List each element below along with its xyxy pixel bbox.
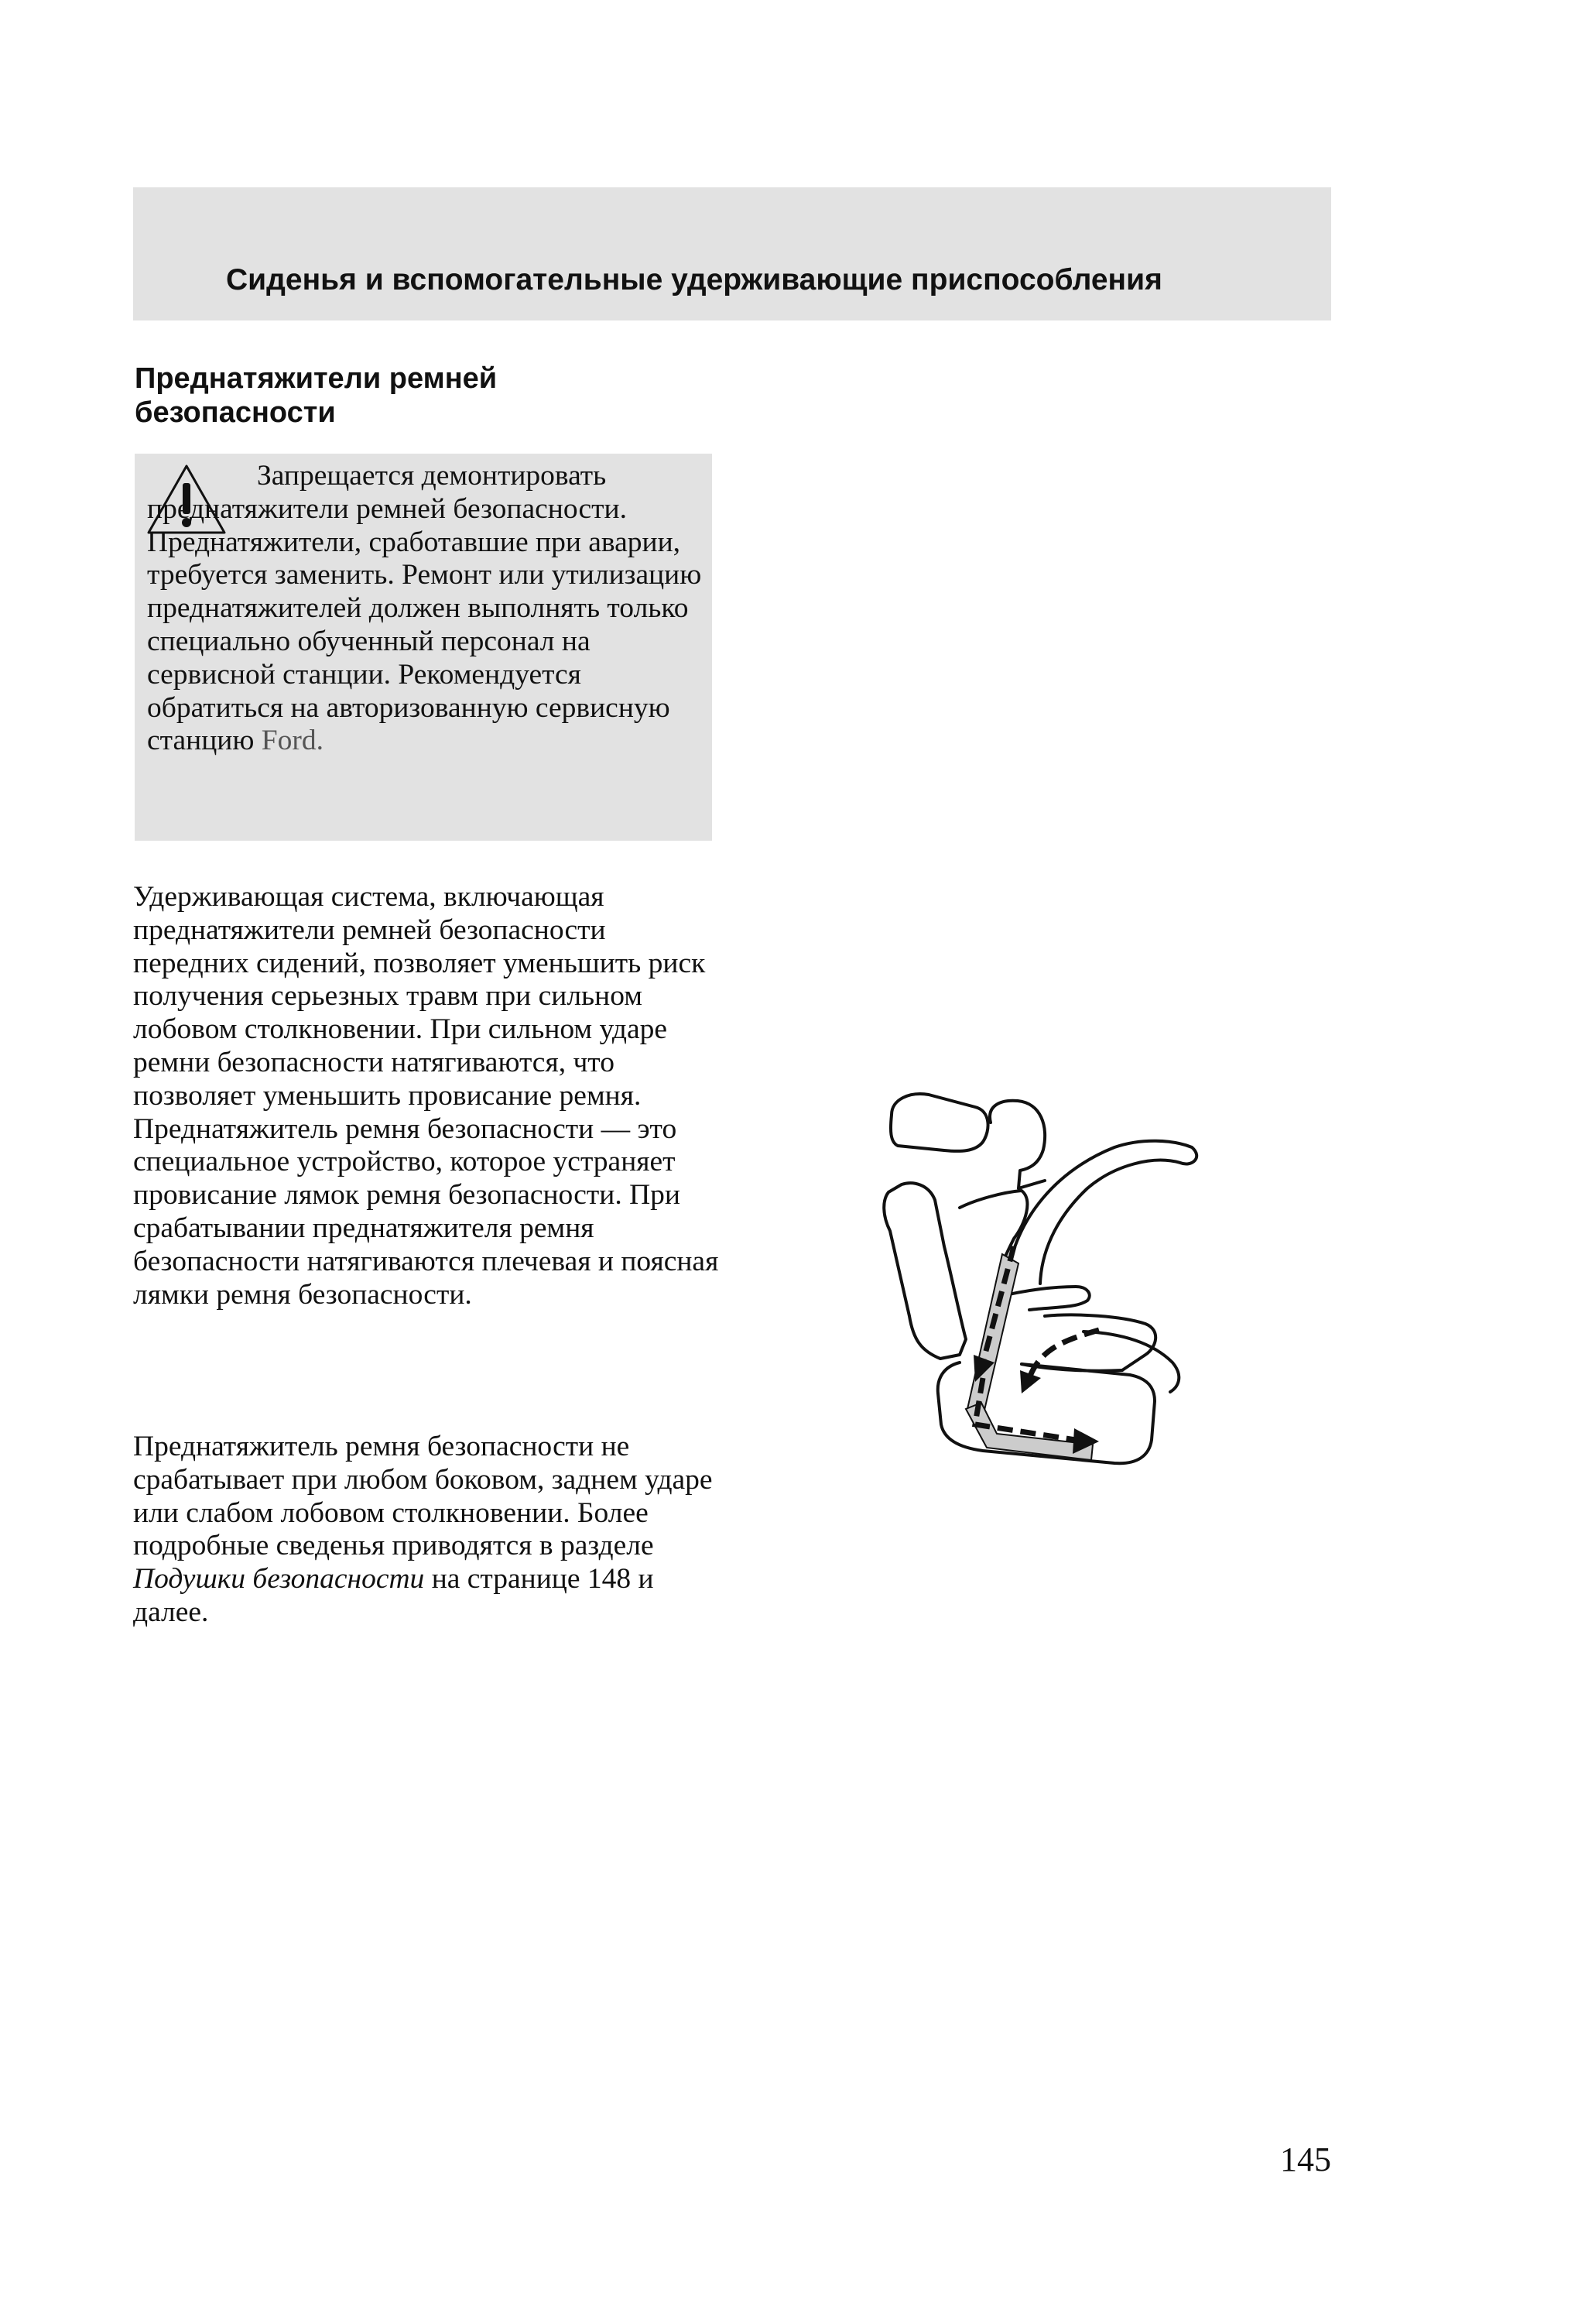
warning-brand: Ford. xyxy=(261,725,324,757)
seat-back-shape xyxy=(884,1183,966,1359)
headrest-shape xyxy=(891,1094,988,1151)
page-number: 145 xyxy=(1280,2141,1331,2178)
section-heading: Преднатяжители ремней безопасности xyxy=(135,362,498,429)
paragraph-2-end: на странице 148 и далее. xyxy=(133,1563,654,1628)
body-paragraph-2 xyxy=(133,1431,729,1630)
airbags-reference: Подушки безопасности xyxy=(133,1563,425,1596)
seat-belt-pretensioner-illustration xyxy=(867,1084,1300,1502)
paragraph-2-start: Преднатяжитель ремня безопасности не срабатывает при любом боковом, заднем ударе или слабом лобовом столкновении. Более подробные сведенья приводятся в разделе xyxy=(133,1431,713,1562)
head-shape xyxy=(990,1101,1045,1188)
warning-box xyxy=(135,454,712,841)
shoulder-belt xyxy=(967,1254,1018,1417)
warning-message: Запрещается демонтировать преднатяжители ремней безопасности. Преднатяжители, сработавшие при аварии, требуется заменить. Ремонт или утилизацию преднатяжителей должен выполнять только специально обученный персонал на сервисной станции. Рекомендуется обратиться на авторизованную сервисную станцию xyxy=(147,460,702,757)
body-paragraph-1: Удерживающая система, включающая преднатяжители ремней безопасности передних сидений, позволяет уменьшить риск получения серьезных травм при сильном лобовом столкновении. При сильном ударе ремни безопасности натягиваются, что позволяет уменьшить провисание ремня. Преднатяжитель ремня безопасности — это специальное устройство, которое устраняет провисание лямок ремня безопасности. При срабатывании преднатяжителя ремня безопасности натягиваются плечевая и поясная лямки ремня безопасности. xyxy=(133,881,719,1311)
page-header xyxy=(133,187,1331,320)
header-title: Сиденья и вспомогательные удерживающие приспособления xyxy=(226,263,1162,296)
warning-text xyxy=(147,460,704,758)
